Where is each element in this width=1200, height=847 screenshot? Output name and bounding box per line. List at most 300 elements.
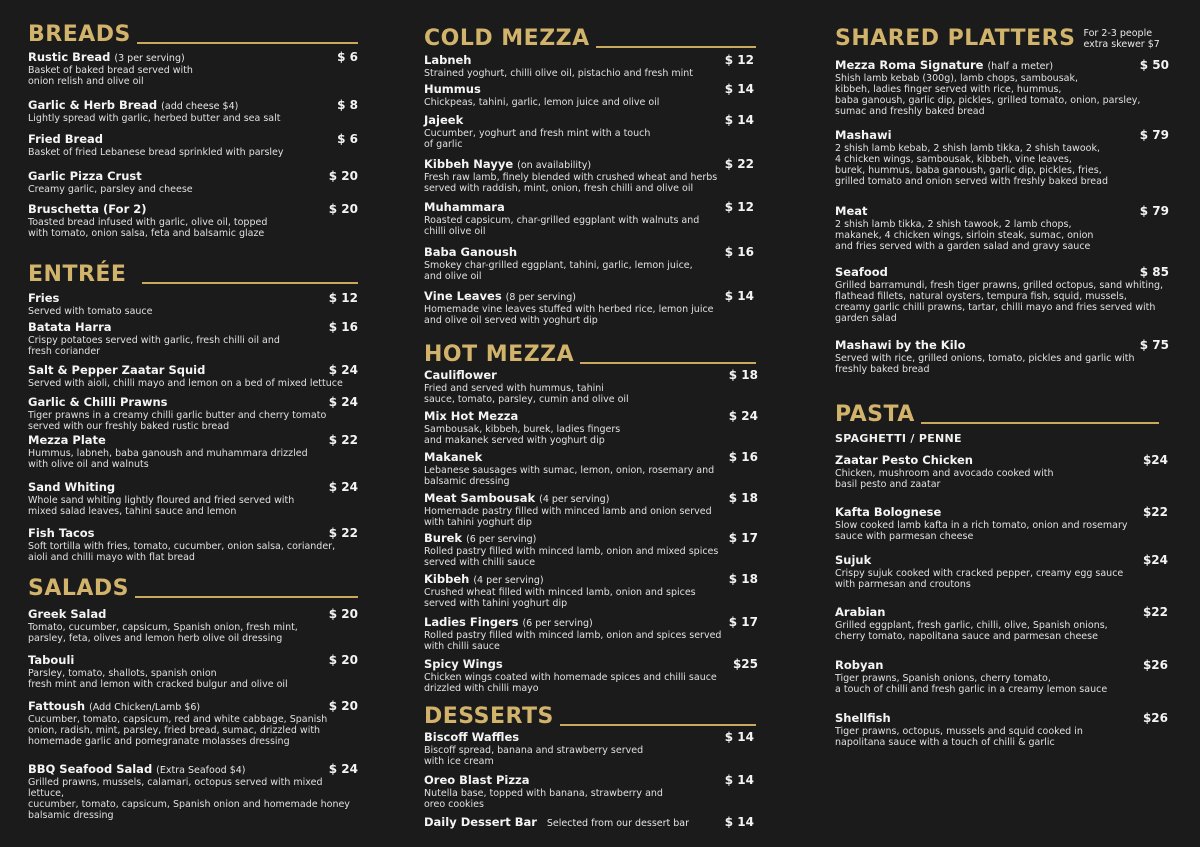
- menu-item-description: Homemade pastry filled with minced lamb and onion served with tahini yoghurt dip: [424, 506, 712, 528]
- menu-item-description: Served with tomato sauce: [28, 306, 153, 317]
- menu-item-title: Muhammara: [424, 200, 505, 214]
- menu-item: [28, 395, 358, 432]
- menu-item-price: $ 24: [328, 363, 358, 377]
- menu-item-description: Grilled eggplant, fresh garlic, chilli, olive, Spanish onions, cherry tomato, napolitana sauce and parmesan cheese: [835, 620, 1108, 642]
- desserts-section: [424, 700, 756, 728]
- menu-item-price: $ 20: [328, 607, 358, 621]
- menu-item: [835, 605, 1168, 642]
- menu-item-header: [835, 128, 1169, 142]
- menu-item: [424, 409, 758, 446]
- menu-item-description: Served with rice, grilled onions, tomato, pickles and garlic with freshly baked bread: [835, 353, 1135, 375]
- menu-item-title: Rustic Bread: [28, 50, 111, 64]
- menu-item-title: Sand Whiting: [28, 480, 116, 494]
- menu-item: [424, 572, 758, 609]
- menu-item-price: $22: [1142, 605, 1168, 619]
- menu-item-title: Kafta Bolognese: [835, 505, 942, 519]
- menu-item: [424, 491, 758, 528]
- menu-item-title: Fries: [28, 291, 60, 305]
- menu-item-name: [424, 157, 591, 171]
- menu-item-price: $ 14: [724, 289, 754, 303]
- menu-item-header: [424, 615, 758, 629]
- menu-item-name: [835, 711, 891, 725]
- menu-item-title: Salt & Pepper Zaatar Squid: [28, 363, 206, 377]
- menu-item-name: [424, 409, 518, 423]
- menu-item-header: [28, 291, 358, 305]
- menu-item-description: Crispy potatoes served with garlic, fresh chilli oil and fresh coriander: [28, 335, 280, 357]
- menu-item-description: Basket of fried Lebanese bread sprinkled with parsley: [28, 147, 284, 158]
- menu-item-header: [424, 531, 758, 545]
- pasta-section: [835, 398, 1159, 426]
- menu-item-header: [424, 82, 754, 96]
- menu-item-title: Fattoush: [28, 699, 86, 713]
- menu-item-description: Fried and served with hummus, tahini sauce, tomato, parsley, cumin and olive oil: [424, 383, 629, 405]
- menu-item-name: [28, 526, 95, 540]
- menu-item-header: [28, 395, 358, 409]
- menu-item-header: [28, 526, 358, 540]
- menu-item-name: [28, 653, 74, 667]
- menu-item: [28, 202, 358, 239]
- menu-item-header: [28, 320, 358, 334]
- menu-item-name: [424, 245, 517, 259]
- menu-item-note: (half a meter): [987, 61, 1054, 72]
- menu-item-name: [28, 762, 246, 776]
- menu-item: [28, 169, 358, 195]
- menu-item: [28, 98, 358, 124]
- menu-item-title: Burek: [424, 531, 463, 545]
- menu-item-header: [424, 773, 754, 787]
- menu-item: [28, 291, 358, 317]
- section-title: SALADS: [28, 576, 130, 601]
- menu-item-description: Grilled prawns, mussels, calamari, octopus served with mixed lettuce, cucumber, tomato, capsicum, Spanish onion and homemade honey balsamic dressing: [28, 777, 350, 821]
- menu-item-name: [424, 450, 482, 464]
- menu-item: [835, 711, 1168, 748]
- menu-item-price: $25: [732, 657, 758, 671]
- menu-item-price: $ 24: [328, 762, 358, 776]
- menu-item-description: Lebanese sausages with sumac, lemon, onion, rosemary and balsamic dressing: [424, 465, 715, 487]
- menu-item-price: $ 14: [724, 815, 754, 829]
- menu-item-title: Batata Harra: [28, 320, 112, 334]
- menu-item-title: Kibbeh: [424, 572, 470, 586]
- menu-item-name: [835, 58, 1053, 72]
- menu-item-note: (on availability): [517, 160, 592, 171]
- menu-item-name: [424, 200, 505, 214]
- menu-item-description: Slow cooked lamb kafta in a rich tomato, onion and rosemary sauce with parmesan cheese: [835, 520, 1128, 542]
- menu-item-name: [424, 773, 529, 787]
- menu-item-header: [424, 113, 754, 127]
- menu-item: [835, 553, 1168, 590]
- menu-item-price: $24: [1142, 553, 1168, 567]
- section-divider: [137, 42, 358, 44]
- section-divider: [580, 362, 756, 364]
- menu-item-name: [424, 815, 689, 829]
- menu-item-title: Vine Leaves: [424, 289, 502, 303]
- menu-item-price: $ 14: [724, 773, 754, 787]
- menu-item-description: Strained yoghurt, chilli olive oil, pistachio and fresh mint: [424, 68, 694, 79]
- menu-item-name: [424, 289, 576, 303]
- menu-item-title: Jajeek: [424, 113, 464, 127]
- desserts-header: [424, 700, 756, 728]
- menu-item-note: (add cheese $4): [161, 101, 239, 112]
- menu-item-note: (6 per serving): [466, 534, 537, 545]
- menu-item-description: Crispy sujuk cooked with cracked pepper, creamy egg sauce with parmesan and croutons: [835, 568, 1124, 590]
- pasta-subtitle: SPAGHETTI / PENNE: [835, 432, 962, 445]
- menu-item-title: Seafood: [835, 265, 888, 279]
- menu-item-name: [424, 615, 593, 629]
- menu-item-description: Parsley, tomato, shallots, spanish onion fresh mint and lemon with cracked bulgur and olive oil: [28, 668, 288, 690]
- menu-item-header: [424, 572, 758, 586]
- cold-mezza-section: [424, 22, 756, 50]
- menu-item-header: [28, 653, 358, 667]
- menu-item-header: [28, 202, 358, 216]
- menu-item-price: $ 14: [724, 113, 754, 127]
- menu-item-header: [424, 200, 754, 214]
- menu-item-title: Mashawi: [835, 128, 892, 142]
- menu-item-price: $ 24: [728, 409, 758, 423]
- menu-item-description: Shish lamb kebab (300g), lamb chops, sambousak, kibbeh, ladies finger served with rice, hummus, baba ganoush, garlic dip, pickles, grilled tomato, onion, parsley, sumac and freshly baked bread: [835, 73, 1141, 117]
- menu-item-note: (Extra Seafood $4): [156, 765, 246, 776]
- menu-item-price: $ 16: [328, 320, 358, 334]
- menu-item-price: $ 6: [337, 132, 358, 146]
- menu-item: [424, 531, 758, 568]
- menu-item: [28, 320, 358, 357]
- menu-item: [835, 204, 1169, 252]
- menu-item-description: Tiger prawns in a creamy chilli garlic butter and cherry tomato served with our freshly baked rustic bread: [28, 410, 327, 432]
- menu-item-header: [28, 363, 358, 377]
- menu-item: [424, 815, 754, 829]
- menu-item: [424, 245, 754, 282]
- menu-item-title: Mashawi by the Kilo: [835, 338, 966, 352]
- menu-item-price: $ 18: [728, 572, 758, 586]
- menu-item-price: $ 20: [328, 699, 358, 713]
- menu-item-name: [28, 607, 106, 621]
- platters-note-line1: For 2-3 people: [1083, 28, 1153, 39]
- menu-item-name: [835, 338, 965, 352]
- salads-header: [28, 572, 358, 600]
- menu-item-description: Cucumber, tomato, capsicum, red and white cabbage, Spanish onion, radish, mint, parsley, fried bread, sumac, drizzled with homemade garlic and pomegranate molasses dressing: [28, 714, 328, 747]
- menu-item-price: $ 8: [337, 98, 358, 112]
- menu-item-note: (8 per serving): [505, 292, 576, 303]
- menu-item-title: Hummus: [424, 82, 481, 96]
- menu-item-title: Garlic & Chilli Prawns: [28, 395, 168, 409]
- menu-item: [28, 363, 358, 389]
- menu-item-description: Chicken wings coated with homemade spices and chilli sauce drizzled with chilli mayo: [424, 672, 717, 694]
- menu-item: [424, 657, 758, 694]
- menu-item-price: $ 79: [1139, 128, 1169, 142]
- menu-item: [424, 200, 754, 237]
- menu-item-name: [835, 553, 871, 567]
- menu-item-header: [28, 762, 358, 776]
- platters-section: [835, 22, 1170, 50]
- menu-item-name: [28, 132, 103, 146]
- section-divider: [142, 282, 358, 284]
- menu-item-title: Mix Hot Mezza: [424, 409, 519, 423]
- menu-item-title: Kibbeh Nayye: [424, 157, 514, 171]
- menu-item-description: Fresh raw lamb, finely blended with crushed wheat and herbs served with raddish, mint, onion, fresh chilli and olive oil: [424, 172, 718, 194]
- entree-header: [28, 258, 358, 286]
- menu-item: [424, 82, 754, 108]
- menu-item-title: Shellfish: [835, 711, 891, 725]
- menu-item-title: Robyan: [835, 658, 884, 672]
- menu-item: [835, 128, 1169, 187]
- menu-item-header: [835, 658, 1168, 672]
- menu-item-description: Chicken, mushroom and avocado cooked with basil pesto and zaatar: [835, 468, 1054, 490]
- menu-item-note: (4 per serving): [539, 494, 610, 505]
- section-title: COLD MEZZA: [424, 26, 590, 51]
- menu-item: [835, 58, 1169, 117]
- menu-item-title: Garlic Pizza Crust: [28, 169, 142, 183]
- menu-item-price: $ 18: [728, 491, 758, 505]
- menu-item: [835, 505, 1168, 542]
- menu-item-price: $26: [1142, 658, 1168, 672]
- menu-item: [424, 53, 754, 79]
- menu-item: [424, 773, 754, 810]
- menu-item-title: Biscoff Waffles: [424, 730, 520, 744]
- menu-item-description: 2 shish lamb kebab, 2 shish lamb tikka, 2 shish tawook, 4 chicken wings, sambousak, kibbeh, vine leaves, burek, hummus, baba ganoush, garlic dip, pickles, fries, grilled tomato and onion served with freshly baked bread: [835, 143, 1108, 187]
- menu-item-header: [835, 605, 1168, 619]
- menu-item-price: $ 75: [1139, 338, 1169, 352]
- menu-item-header: [28, 50, 358, 64]
- menu-item-price: $ 22: [724, 157, 754, 171]
- menu-item-description: Cucumber, yoghurt and fresh mint with a touch of garlic: [424, 128, 651, 150]
- menu-item: [424, 450, 758, 487]
- menu-item-price: $ 17: [728, 531, 758, 545]
- menu-item-description: Rolled pastry filled with minced lamb, onion and mixed spices served with chilli sauce: [424, 546, 719, 568]
- pasta-header: [835, 398, 1159, 426]
- menu-item-header: [28, 132, 358, 146]
- menu-item-header: [424, 409, 758, 423]
- menu-item: [28, 433, 358, 470]
- menu-item-description: Sambousak, kibbeh, burek, ladies fingers and makanek served with yoghurt dip: [424, 424, 621, 446]
- menu-item-price: $22: [1142, 505, 1168, 519]
- menu-item-name: [28, 320, 112, 334]
- menu-item: [424, 113, 754, 150]
- menu-item-price: $ 85: [1139, 265, 1169, 279]
- menu-item-description: Basket of baked bread served with onion relish and olive oil: [28, 65, 193, 87]
- menu-item-title: Arabian: [835, 605, 886, 619]
- menu-item-title: Fried Bread: [28, 132, 103, 146]
- menu-item-title: Fish Tacos: [28, 526, 95, 540]
- menu-item-price: $ 17: [728, 615, 758, 629]
- menu-item-name: [424, 53, 472, 67]
- menu-item-price: $ 16: [728, 450, 758, 464]
- menu-item-header: [424, 245, 754, 259]
- menu-item: [424, 289, 754, 326]
- menu-item-name: [835, 128, 892, 142]
- menu-item-price: $ 20: [328, 169, 358, 183]
- menu-item-name: [424, 730, 519, 744]
- menu-item-note: (6 per serving): [522, 618, 593, 629]
- menu-item-title: Mezza Roma Signature: [835, 58, 984, 72]
- menu-item-description: Tiger prawns, Spanish onions, cherry tomato, a touch of chilli and fresh garlic in a creamy lemon sauce: [835, 673, 1108, 695]
- menu-item-header: [28, 98, 358, 112]
- menu-item-header: [424, 368, 758, 382]
- menu-item-header: [424, 815, 754, 829]
- menu-item-name: [424, 113, 463, 127]
- menu-item-price: $ 14: [724, 730, 754, 744]
- section-title: ENTRÉE: [28, 262, 127, 287]
- menu-item-title: Oreo Blast Pizza: [424, 773, 530, 787]
- menu-item: [28, 607, 358, 644]
- menu-item-title: Meat Sambousak: [424, 491, 536, 505]
- menu-item-note: (4 per serving): [473, 575, 544, 586]
- menu-item-header: [424, 491, 758, 505]
- menu-item-title: Mezza Plate: [28, 433, 106, 447]
- menu-item: [28, 50, 358, 87]
- menu-item: [835, 265, 1169, 324]
- menu-item-title: Greek Salad: [28, 607, 107, 621]
- menu-item-header: [28, 607, 358, 621]
- menu-item-price: $ 22: [328, 433, 358, 447]
- menu-item-name: [835, 605, 885, 619]
- section-divider: [921, 422, 1159, 424]
- menu-item-price: $ 6: [337, 50, 358, 64]
- menu-item-price: $ 24: [328, 395, 358, 409]
- section-title: DESSERTS: [424, 704, 554, 729]
- menu-item-description: Tiger prawns, octopus, mussels and squid cooked in napolitana sauce with a touch of chilli & garlic: [835, 726, 1083, 748]
- menu-item-title: BBQ Seafood Salad: [28, 762, 153, 776]
- menu-item-description: Roasted capsicum, char-grilled eggplant with walnuts and chilli olive oil: [424, 215, 700, 237]
- menu-item-name: [424, 531, 536, 545]
- menu-item-note: (3 per serving): [114, 53, 185, 64]
- menu-item-description: Tomato, cucumber, capsicum, Spanish onion, fresh mint, parsley, feta, olives and lemon herb olive oil dressing: [28, 622, 298, 644]
- menu-item-header: [835, 553, 1168, 567]
- menu-item-note: (Add Chicken/Lamb $6): [89, 702, 201, 713]
- menu-item-header: [28, 699, 358, 713]
- menu-item-title: Labneh: [424, 53, 472, 67]
- section-divider: [596, 46, 756, 48]
- menu-item-title: Baba Ganoush: [424, 245, 518, 259]
- menu-item-name: [28, 291, 59, 305]
- menu-item-name: [28, 169, 142, 183]
- menu-item-price: $24: [1142, 453, 1168, 467]
- menu-item-description: Lightly spread with garlic, herbed butter and sea salt: [28, 113, 281, 124]
- menu-item-header: [835, 338, 1169, 352]
- menu-item-title: Sujuk: [835, 553, 872, 567]
- menu-item-price: $ 16: [724, 245, 754, 259]
- menu-item-name: [424, 368, 497, 382]
- menu-item: [28, 132, 358, 158]
- menu-item: [424, 615, 758, 652]
- menu-item: [835, 453, 1168, 490]
- menu-item-title: Zaatar Pesto Chicken: [835, 453, 973, 467]
- menu-item-title: Tabouli: [28, 653, 75, 667]
- menu-item: [835, 338, 1169, 375]
- menu-item-description: Creamy garlic, parsley and cheese: [28, 184, 193, 195]
- menu-item-price: $ 20: [328, 653, 358, 667]
- menu-item: [28, 699, 358, 747]
- menu-item-title: Bruschetta (For 2): [28, 202, 147, 216]
- menu-item-header: [28, 433, 358, 447]
- menu-item-price: $ 12: [724, 200, 754, 214]
- platters-header: [835, 22, 1170, 50]
- menu-item-description: Hummus, labneh, baba ganoush and muhammara drizzled with olive oil and walnuts: [28, 448, 308, 470]
- section-title: SHARED PLATTERS: [835, 26, 1076, 51]
- menu-item-name: [28, 480, 115, 494]
- section-title: HOT MEZZA: [424, 342, 575, 367]
- section-divider: [135, 596, 358, 598]
- menu-item-header: [835, 505, 1168, 519]
- menu-item-name: [28, 202, 147, 216]
- menu-item-title: Cauliflower: [424, 368, 497, 382]
- menu-item: [424, 157, 754, 194]
- menu-item-price: $ 50: [1139, 58, 1169, 72]
- menu-item-price: $ 14: [724, 82, 754, 96]
- menu-item-name: [835, 204, 868, 218]
- menu-item-name: [835, 453, 973, 467]
- menu-item-description: Crushed wheat filled with minced lamb, onion and spices served with tahini yoghurt dip: [424, 587, 696, 609]
- menu-item-header: [835, 58, 1169, 72]
- menu-item-description: Toasted bread infused with garlic, olive oil, topped with tomato, onion salsa, feta and balsamic glaze: [28, 217, 268, 239]
- menu-item-name: [424, 657, 503, 671]
- menu-item-name: [424, 491, 609, 505]
- menu-item-description: Served with aioli, chilli mayo and lemon on a bed of mixed lettuce: [28, 378, 343, 389]
- menu-item: [424, 368, 758, 405]
- menu-item-title: Garlic & Herb Bread: [28, 98, 158, 112]
- menu-item-title: Daily Dessert Bar: [424, 815, 537, 829]
- menu-item-header: [424, 730, 754, 744]
- menu-item-name: [28, 699, 200, 713]
- menu-item-header: [424, 289, 754, 303]
- menu-item-price: $ 20: [328, 202, 358, 216]
- section-title: BREADS: [28, 22, 131, 47]
- cold-mezza-header: [424, 22, 756, 50]
- menu-item: [28, 480, 358, 517]
- menu-item-description: Smokey char-grilled eggplant, tahini, garlic, lemon juice, and olive oil: [424, 260, 693, 282]
- hot-mezza-header: [424, 338, 756, 366]
- menu-item-description: Soft tortilla with fries, tomato, cucumber, onion salsa, coriander, aioli and chilli mayo with flat bread: [28, 541, 336, 563]
- menu-item-title: Meat: [835, 204, 868, 218]
- menu-item: [835, 658, 1168, 695]
- menu-item-name: [424, 572, 544, 586]
- menu-item-name: [28, 363, 205, 377]
- salads-section: [28, 572, 358, 600]
- menu-item-description: Whole sand whiting lightly floured and fried served with mixed salad leaves, tahini sauce and lemon: [28, 495, 295, 517]
- menu-item-header: [835, 453, 1168, 467]
- menu-item-header: [835, 711, 1168, 725]
- menu-item: [424, 730, 754, 767]
- menu-item-price: $ 12: [328, 291, 358, 305]
- menu-item: [28, 762, 358, 821]
- menu-item-header: [28, 480, 358, 494]
- hot-mezza-section: [424, 338, 756, 366]
- menu-item-name: [424, 82, 481, 96]
- menu-item: [28, 526, 358, 563]
- menu-item-header: [424, 157, 754, 171]
- menu-item-title: Spicy Wings: [424, 657, 503, 671]
- menu-item-description: 2 shish lamb tikka, 2 shish tawook, 2 lamb chops, makanek, 4 chicken wings, sirloin steak, sumac, onion and fries served with a garden salad and gravy sauce: [835, 219, 1094, 252]
- menu-item-name: [28, 433, 106, 447]
- breads-header: [28, 18, 358, 46]
- menu-item-name: [28, 50, 185, 64]
- menu-item-price: $ 24: [328, 480, 358, 494]
- menu-item: [28, 653, 358, 690]
- entree-section: [28, 258, 358, 286]
- menu-item-name: [835, 658, 883, 672]
- breads-section: [28, 18, 358, 46]
- menu-item-description: Grilled barramundi, fresh tiger prawns, grilled octopus, sand whiting, flathead fillets, natural oysters, tempura fish, squid, mussels, creamy garlic chilli prawns, tartar, chilli mayo and fries served with garden salad: [835, 280, 1164, 324]
- menu-item-header: [424, 657, 758, 671]
- menu-item-header: [28, 169, 358, 183]
- menu-item-price: $ 18: [728, 368, 758, 382]
- menu-item-description: Nutella base, topped with banana, strawberry and oreo cookies: [424, 788, 663, 810]
- section-divider: [560, 724, 756, 726]
- menu-item-price: $ 79: [1139, 204, 1169, 218]
- menu-item-description: Rolled pastry filled with minced lamb, onion and spices served with chilli sauce: [424, 630, 722, 652]
- platters-note-line2: extra skewer $7: [1083, 39, 1160, 50]
- menu-item-name: [835, 505, 941, 519]
- section-title: PASTA: [835, 402, 915, 427]
- menu-item-note: Selected from our dessert bar: [546, 818, 690, 829]
